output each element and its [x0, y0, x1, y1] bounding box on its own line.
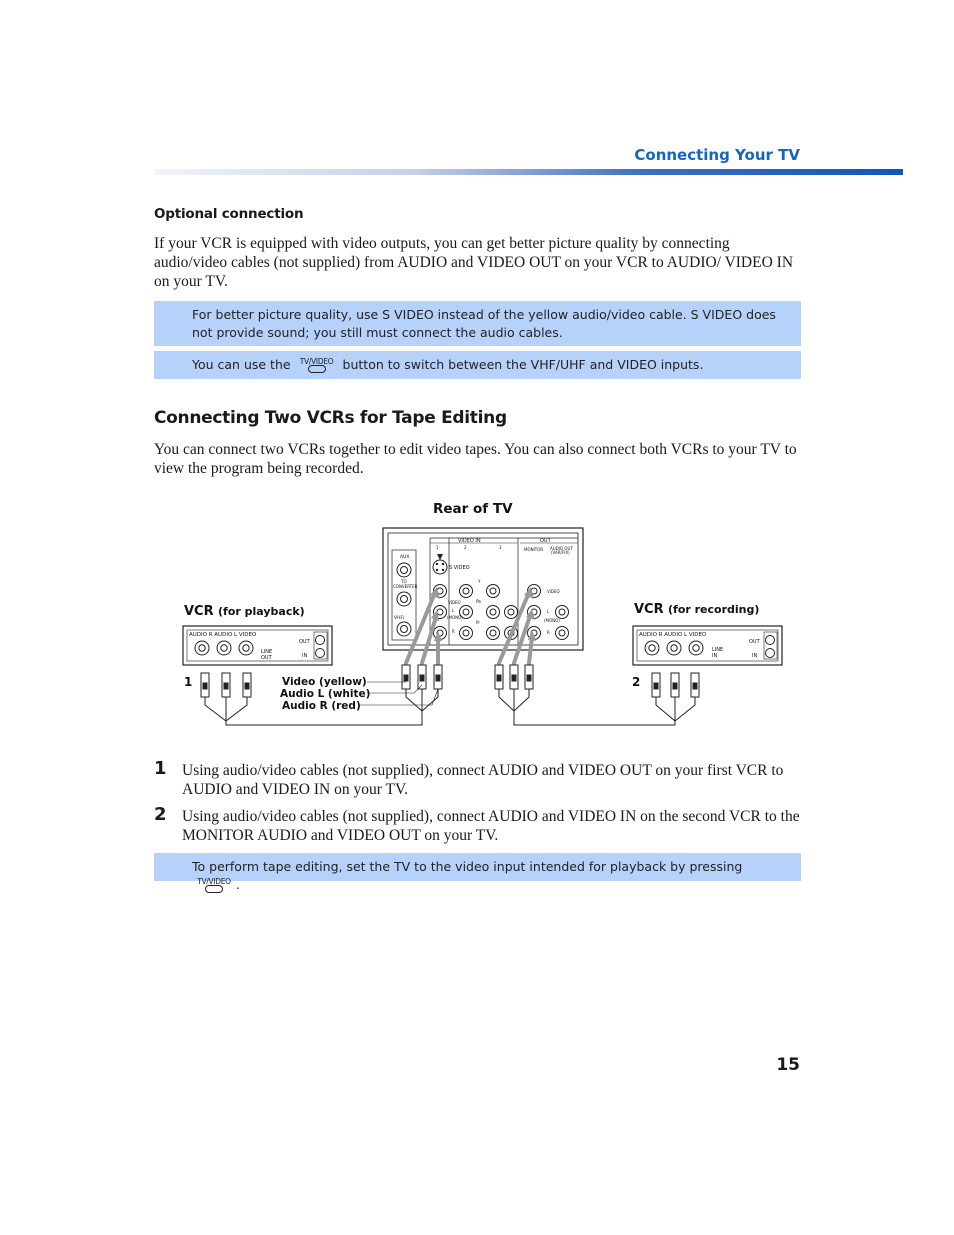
section-header-title: Connecting Your TV	[634, 146, 800, 164]
tv-rear-panel	[383, 528, 583, 650]
tv-video-button-icon	[195, 876, 233, 892]
tv-l-label: L	[452, 608, 455, 613]
note-tvvideo-switch	[154, 351, 801, 379]
note-tvvideo-after: button to switch between the VHF/UHF and VIDEO inputs.	[342, 357, 704, 372]
vcr1-sublabel: (for playback)	[218, 605, 305, 618]
vcr1-out-sub: OUT	[261, 655, 272, 661]
vcr2-plugs	[652, 673, 699, 697]
cables	[205, 682, 695, 725]
tv-out-label: OUT	[540, 538, 551, 544]
tv-pr-label: Pr	[476, 620, 480, 625]
tv-video-button-icon	[298, 356, 336, 372]
note-tape-editing	[154, 853, 801, 892]
tv-in-num-1: 1	[436, 545, 439, 550]
note-tvvideo-before: You can use the	[192, 357, 291, 372]
rear-of-tv-label: Rear of TV	[433, 501, 513, 517]
tv-mono-label: (MONO)	[447, 615, 463, 620]
header-gradient-bar	[154, 169, 903, 175]
cable-audio-l-label: Audio L (white)	[280, 688, 371, 700]
vcr2-top-labels: AUDIO R AUDIO L VIDEO	[639, 632, 707, 638]
step-2-text: Using audio/video cables (not supplied), connect AUDIO and VIDEO IN on the second VCR to the MONITOR AUDIO and VIDEO OUT on your TV.	[182, 808, 800, 844]
optional-connection-heading: Optional connection	[154, 206, 304, 222]
tv-in-num-3: 3	[499, 545, 502, 550]
step-2-number: 2	[154, 804, 167, 825]
step-1-text: Using audio/video cables (not supplied), connect AUDIO and VIDEO OUT on your first VCR to AUDIO and VIDEO IN on your TV.	[182, 762, 784, 798]
vcr1-panel	[183, 626, 332, 665]
tv-monitor-label: MONITOR	[524, 547, 544, 552]
tv-video-button-label: TV/VIDEO	[197, 876, 231, 886]
tv-video-out-label: VIDEO	[547, 589, 560, 594]
tv-mono-out-label: (MONO)	[544, 618, 560, 623]
vcr2-sublabel: (for recording)	[668, 603, 760, 616]
vcr2-label: VCR	[634, 602, 664, 617]
tv-audio-out-sub: (VAR/FIX)	[551, 550, 570, 555]
vcr1-number: 1	[184, 675, 193, 689]
cable-audio-r-label: Audio R (red)	[282, 700, 361, 712]
tv-svideo-label: S VIDEO	[449, 565, 470, 571]
tv-vhf-label: VHF/	[394, 616, 405, 621]
cable-video-label: Video (yellow)	[282, 676, 367, 688]
vcr1-line-label: LINE	[261, 649, 273, 655]
page-number: 15	[776, 1055, 800, 1075]
optional-connection-body: If your VCR is equipped with video outputs, you can get better picture quality by connecting audio/video cables (not supplied) from AUDIO and VIDEO OUT on your VCR to AUDIO/ VIDEO IN on your TV.	[154, 235, 794, 290]
tv-y-label: Y	[478, 579, 481, 584]
vcr1-in-label: IN	[302, 653, 308, 659]
tv-l-out-label: L	[547, 609, 550, 614]
note-svideo	[154, 301, 801, 346]
vcr2-line-label: LINE	[712, 647, 724, 653]
vcr1-plugs	[201, 673, 251, 697]
vcr1-out-label: OUT	[299, 639, 310, 645]
vcr2-panel	[633, 626, 782, 665]
vcr2-number: 2	[632, 675, 641, 689]
vcr2-in-sub: IN	[712, 653, 718, 659]
tv-aux-label: AUX	[400, 555, 410, 560]
tv-r-label: R	[452, 629, 455, 634]
tv-converter-label: CONVERTER	[393, 584, 418, 589]
step-1-number: 1	[154, 758, 167, 779]
note-tape-editing-before: To perform tape editing, set the TV to the video input intended for playback by pressing	[192, 859, 743, 874]
tv-pb-label: Pb	[476, 599, 481, 604]
section-body: You can connect two VCRs together to edit video tapes. You can also connect both VCRs to your TV to view the program being recorded.	[154, 441, 797, 477]
tv-video-in-label: VIDEO IN	[458, 538, 481, 544]
tv-r-out-label: R	[547, 630, 550, 635]
vcr2-out-label: OUT	[749, 639, 760, 645]
vcr1-label: VCR	[184, 604, 214, 619]
tv-audio-out-label: AUDIO OUT	[550, 546, 573, 551]
tv-in-num-2: 2	[464, 545, 467, 550]
vcr2-in-label: IN	[752, 653, 758, 659]
section-heading: Connecting Two VCRs for Tape Editing	[154, 408, 507, 428]
tv-video-button-label: TV/VIDEO	[299, 357, 334, 366]
note-svideo-text: For better picture quality, use S VIDEO instead of the yellow audio/video cable. S VIDEO does not provide sound; you still must connect the audio cables.	[192, 307, 776, 340]
connection-diagram	[154, 495, 804, 735]
note-tape-editing-after: .	[236, 876, 240, 892]
vcr1-top-labels: AUDIO R AUDIO L VIDEO	[189, 632, 257, 638]
tv-video-label: VIDEO	[448, 600, 461, 605]
tv-to-label: TO	[401, 579, 407, 584]
